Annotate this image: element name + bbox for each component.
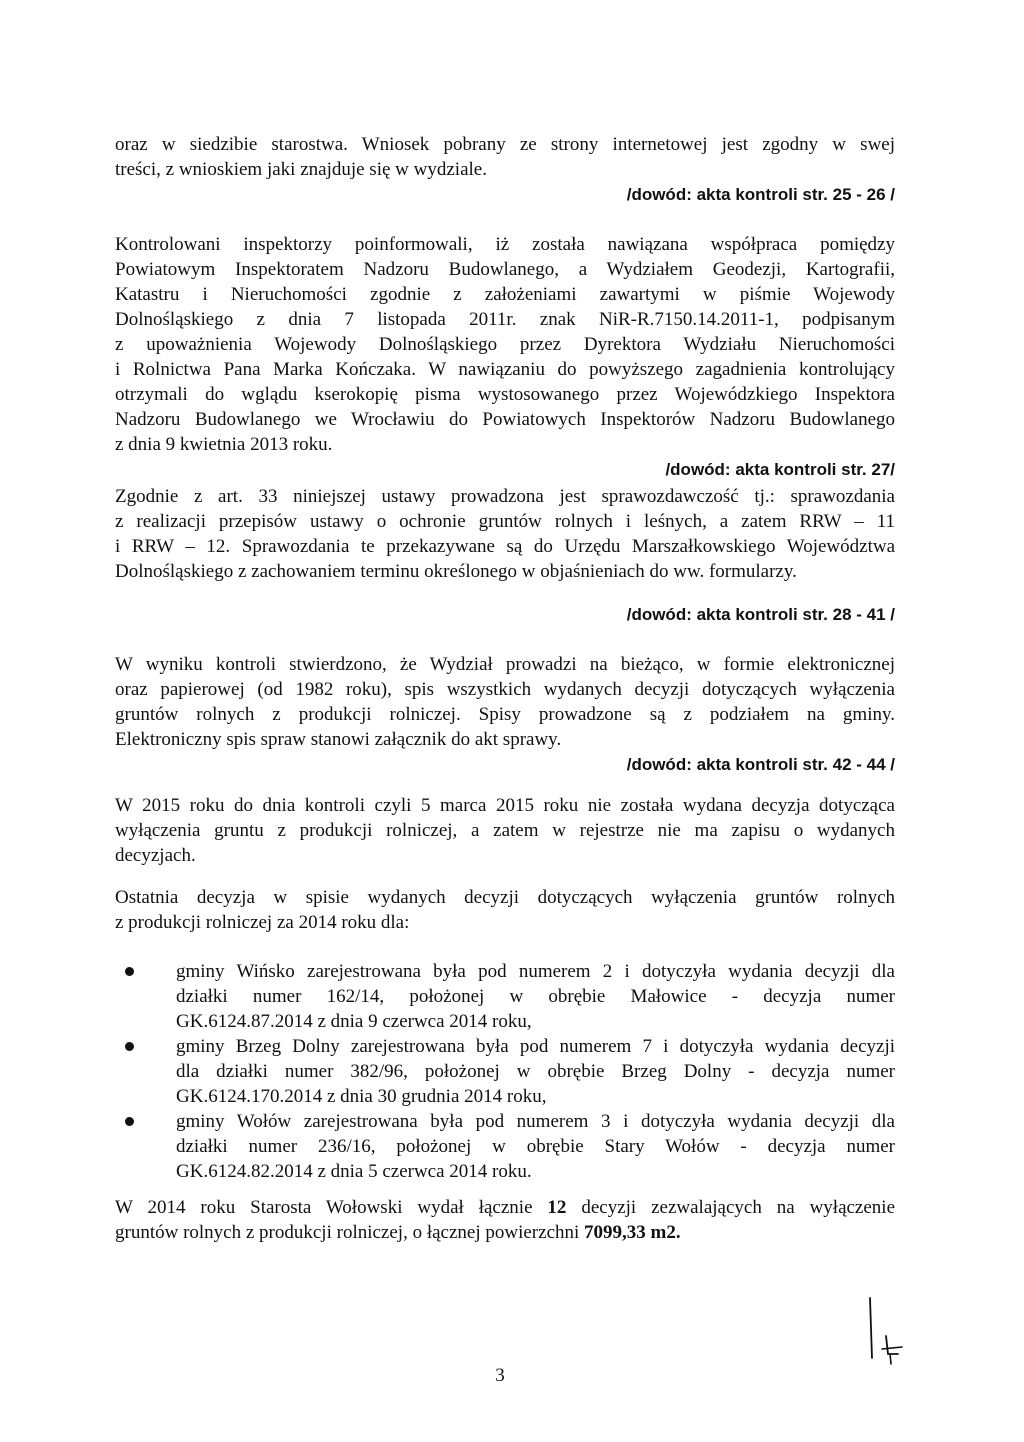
paragraph-line: decyzjach. <box>115 845 196 866</box>
paragraph-line: Dolnośląskiego z dnia 7 listopada 2011r. znak NiR-R.7150.14.2011-1, podpisanym <box>115 309 895 330</box>
paragraph-line <box>115 1195 895 1220</box>
list-item <box>115 1109 895 1184</box>
paragraph-4 <box>115 652 895 777</box>
decision-list <box>115 959 895 1184</box>
paragraph-line <box>115 1220 895 1245</box>
paragraph-line: W wyniku kontroli stwierdzono, że Wydział prowadzi na bieżąco, w formie elektronicznej <box>115 654 895 675</box>
list-item-line: GK.6124.82.2014 z dnia 5 czerwca 2014 roku. <box>176 1161 532 1182</box>
summary-text: gruntów rolnych z produkcji rolniczej, o łącznej powierzchni <box>115 1222 585 1243</box>
list-item-line: gminy Brzeg Dolny zarejestrowana była pod numerem 7 i dotyczyła wydania decyzji <box>176 1036 895 1057</box>
paragraph-7 <box>115 1195 895 1245</box>
paragraph-line: i Rolnictwa Pana Marka Kończaka. W nawiązaniu do powyższego zagadnienia kontrolujący <box>115 359 895 380</box>
decision-count: 12 <box>547 1197 567 1218</box>
bullet-icon <box>125 1042 134 1051</box>
paragraph-line: z realizacji przepisów ustawy o ochronie gruntów rolnych i leśnych, a zatem RRW – 11 <box>115 511 895 532</box>
evidence-block-3 <box>115 602 895 627</box>
page-number: 3 <box>495 1365 505 1386</box>
list-item <box>115 1034 895 1109</box>
list-item-line: gminy Wołów zarejestrowana była pod numerem 3 i dotyczyła wydania decyzji dla <box>176 1111 895 1132</box>
summary-text: decyzji zezwalających na wyłączenie <box>566 1197 895 1218</box>
paragraph-line: Powiatowym Inspektoratem Nadzoru Budowlanego, a Wydziałem Geodezji, Kartografii, <box>115 259 895 280</box>
paragraph-line: W 2015 roku do dnia kontroli czyli 5 marca 2015 roku nie została wydana decyzja dotycząca <box>115 795 895 816</box>
list-item-line: dla działki numer 382/96, położonej w obrębie Brzeg Dolny - decyzja numer <box>176 1061 895 1082</box>
paragraph-line: oraz papierowej (od 1982 roku), spis wszystkich wydanych decyzji dotyczących wyłączenia <box>115 679 895 700</box>
paragraph-line: wyłączenia gruntu z produkcji rolniczej, a zatem w rejestrze nie ma zapisu o wydanych <box>115 820 895 841</box>
paragraph-line: z dnia 9 kwietnia 2013 roku. <box>115 434 333 455</box>
paragraph-line: Elektroniczny spis spraw stanowi załącznik do akt sprawy. <box>115 729 562 750</box>
paragraph-line: Nadzoru Budowlanego we Wrocławiu do Powiatowych Inspektorów Nadzoru Budowlanego <box>115 409 895 430</box>
paragraph-5 <box>115 793 895 868</box>
paragraph-6 <box>115 885 895 935</box>
evidence-reference: /dowód: akta kontroli str. 42 - 44 / <box>626 755 895 774</box>
paragraph-line: Kontrolowani inspektorzy poinformowali, iż została nawiązana współpraca pomiędzy <box>115 234 895 255</box>
paragraph-line: Dolnośląskiego z zachowaniem terminu określonego w objaśnieniach do ww. formularzy. <box>115 561 797 582</box>
paragraph-line: Zgodnie z art. 33 niniejszej ustawy prowadzona jest sprawozdawczość tj.: sprawozdania <box>115 486 895 507</box>
paragraph-line: Katastru i Nieruchomości zgodnie z założeniami zawartymi w piśmie Wojewody <box>115 284 895 305</box>
list-item-line: GK.6124.170.2014 z dnia 30 grudnia 2014 roku, <box>176 1086 547 1107</box>
bullet-icon <box>125 967 134 976</box>
paragraph-3 <box>115 484 895 584</box>
evidence-reference: /dowód: akta kontroli str. 28 - 41 / <box>626 605 895 624</box>
paragraph-2 <box>115 232 895 482</box>
evidence-reference: /dowód: akta kontroli str. 27/ <box>665 460 895 479</box>
paragraph-line: oraz w siedzibie starostwa. Wniosek pobrany ze strony internetowej jest zgodny w swej <box>115 134 895 155</box>
list-item-line: działki numer 162/14, położonej w obrębie Małowice - decyzja numer <box>176 986 895 1007</box>
list-item-line: działki numer 236/16, położonej w obrębie Stary Wołów - decyzja numer <box>176 1136 895 1157</box>
total-area: 7099,33 m2. <box>584 1222 681 1243</box>
paragraph-line: otrzymali do wglądu kserokopię pisma wystosowanego przez Wojewódzkiego Inspektora <box>115 384 895 405</box>
paragraph-line: gruntów rolnych z produkcji rolniczej. Spisy prowadzone są z podziałem na gminy. <box>115 704 895 725</box>
summary-text: W 2014 roku Starosta Wołowski wydał łącznie <box>115 1197 548 1218</box>
paragraph-line: treści, z wnioskiem jaki znajduje się w wydziale. <box>115 159 487 180</box>
paragraph-line: z upoważnienia Wojewody Dolnośląskiego przez Dyrektora Wydziału Nieruchomości <box>115 334 895 355</box>
paragraph-line: z produkcji rolniczej za 2014 roku dla: <box>115 912 410 933</box>
evidence-reference: /dowód: akta kontroli str. 25 - 26 / <box>626 185 895 204</box>
list-item-line: GK.6124.87.2014 z dnia 9 czerwca 2014 roku, <box>176 1011 532 1032</box>
paragraph-line: Ostatnia decyzja w spisie wydanych decyzji dotyczących wyłączenia gruntów rolnych <box>115 887 895 908</box>
list-item <box>115 959 895 1034</box>
paragraph-line: i RRW – 12. Sprawozdania te przekazywane są do Urzędu Marszałkowskiego Województwa <box>115 536 895 557</box>
list-item-line: gminy Wińsko zarejestrowana była pod numerem 2 i dotyczyła wydania decyzji dla <box>176 961 895 982</box>
handwritten-initials <box>866 1296 906 1366</box>
bullet-icon <box>125 1117 134 1126</box>
paragraph-1 <box>115 132 895 207</box>
